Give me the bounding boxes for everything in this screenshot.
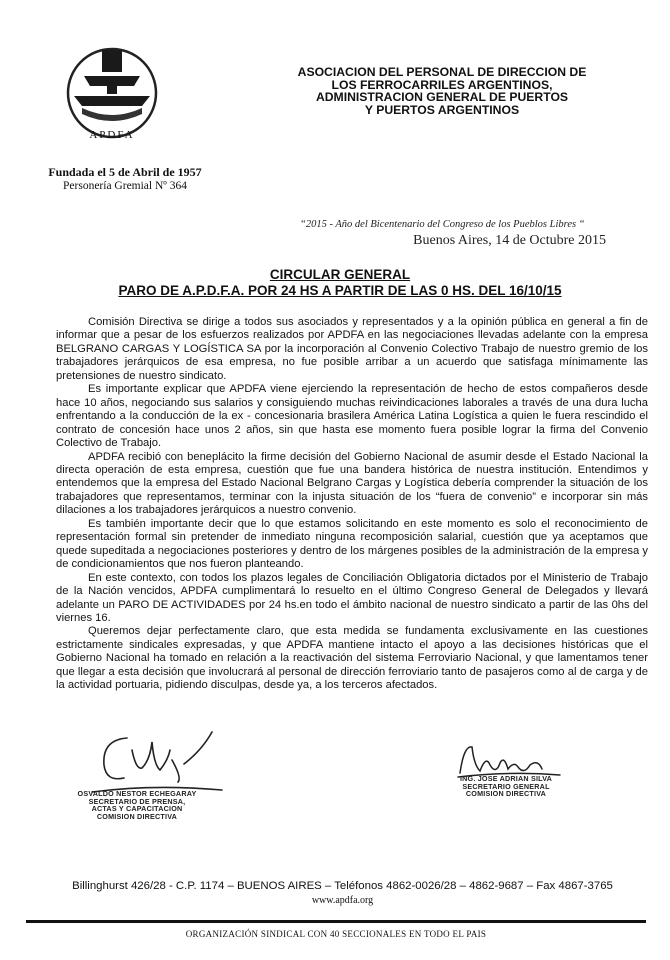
org-name-line: Y PUERTOS ARGENTINOS (364, 102, 520, 117)
body-paragraph: APDFA recibió con beneplácito la firme decisión del Gobierno Nacional de asumir desde el Estado Nacional la directa operación de esta empresa, cuestión que fue una bandera histórica de nuestra institución. Entendimos y entendemos que la empresa del Estado Nacional Belgrano Cargas y Logística debería comprender la situación de los trabajadores que representamos, terminar con la injusta situación de los “fuera de convenio” e incorporar sin más dilaciones a los trabajadores jerárquicos a nuestro convenio. (56, 450, 648, 517)
signature-caption-left (47, 790, 227, 820)
org-name-line: LOS FERROCARRILES ARGENTINOS, (331, 77, 553, 92)
footer-organization-note: ORGANIZACIÓN SINDICAL CON 40 SECCIONALES EN TODO EL PAIS (185, 929, 487, 939)
signer-role: SECRETARIO DE PRENSA, (88, 796, 186, 806)
handwritten-signature-left (32, 720, 262, 800)
body-paragraph: En este contexto, con todos los plazos legales de Conciliación Obligatoria dictados por el Ministerio de Trabajo de la Nación vencidos, APDFA cumplimentará lo resuelto en el último Congreso General de Delegados y llevará adelante un PARO DE ACTIVIDADES por 24 hs.en todo el ámbito nacional de nuestro sindicato a partir de las 0hs del viernes 16. (56, 571, 648, 624)
title-line-1: CIRCULAR GENERAL (269, 267, 411, 282)
signer-name: OSVALDO NESTOR ECHEGARAY (77, 789, 197, 798)
footer-divider (26, 920, 646, 923)
signature-caption-right (436, 775, 576, 798)
logo-text: APDFA (89, 129, 135, 141)
body-paragraph: Comisión Directiva se dirige a todos sus asociados y representados y a la opinión pública en general a fin de informar que a pesar de los esfuerzos realizados por APDFA en las negociaciones llevadas adelante con la empresa BELGRANO CARGAS Y LOGÍSTICA SA por la incorporación al Convenio Colectivo Trabajo de nuestro gremio de los trabajadores jerárquicos de esa empresa, no fue posible arribar a un acuerdo que satisfaga mínimamente las pretensiones de nuestro sindicato. (56, 316, 648, 382)
body-paragraph: Queremos dejar perfectamente claro, que esta medida se fundamenta exclusivamente en las cuestiones estrictamente sindicales expresadas, y que APDFA mantiene intacto el apoyo a las decisiones históricas que el Gobierno Nacional ha tomado en relación a la reactivación del sistema Ferroviario Nacional, y que lamentamos tener que llegar a esta decisión que involucrará al personal de dirección ferroviario tanto de pasajeros como al de carga y de la actividad portuaria, pidiendo disculpas, desde ya, a los terceros afectados. (56, 625, 648, 692)
footer-website[interactable]: www.apdfa.org (311, 895, 374, 906)
signature-block-right (400, 735, 630, 825)
apdfa-logo (62, 38, 162, 148)
org-name-line: ADMINISTRACION GENERAL DE PUERTOS (315, 90, 569, 104)
founding-info (30, 165, 220, 193)
signer-role: COMISION DIRECTIVA (465, 789, 547, 799)
year-motto: “2015 - Año del Bicentenario del Congreso de los Pueblos Libres “ (300, 219, 585, 230)
footer-address: Billinghurst 426/28 - C.P. 1174 – BUENOS AIRES – Teléfonos 4862-0026/28 – 4862-9687 – Fax 4867-3765 (72, 880, 613, 892)
founded-date: Fundada el 5 de Abril de 1957 (48, 165, 202, 179)
circular-body (56, 316, 648, 693)
signature-block-left (32, 720, 262, 830)
signer-name: ING. JOSE ADRIAN SILVA (459, 774, 553, 783)
document-title (60, 267, 620, 299)
body-paragraph: Es también importante decir que lo que estamos solicitando en este momento es solo el reconocimiento de representación formal sin pretender de inmediato ninguna recomposición salarial, cuestión que ya aceptamos que quede supeditada a negociaciones posteriores y dentro de los márgenes posibles de la administración de la empresa y de condicionamientos que nos fueron planteando. (56, 517, 648, 571)
title-line-2: PARO DE A.P.D.F.A. POR 24 HS A PARTIR DE LAS 0 HS. DEL 16/10/15 (118, 283, 562, 298)
organization-name (232, 66, 652, 116)
signer-role: SECRETARIO GENERAL (462, 781, 550, 791)
body-paragraph: Es importante explicar que APDFA viene ejerciendo la representación de hecho de estos compañeros desde hace 10 años, negociando sus salarios y consiguiendo muchas reivindicaciones laborales a través de una dura lucha enfrentando a la conducción de la ex - concesionaria brasilera América Latina Logística a quien le fuera rescindido el contrato de concesión hace unos 2 años, sin que hasta ese momento fuera posible lograr la firma del Convenio Colectivo de Trabajo. (56, 383, 648, 450)
signer-role: ACTAS Y CAPACITACION (91, 804, 183, 814)
personeria-gremial: Personería Gremial Nº 364 (63, 180, 187, 192)
document-date: Buenos Aires, 14 de Octubre 2015 (413, 233, 606, 248)
signer-role: COMISION DIRECTIVA (96, 811, 178, 821)
org-name-line: ASOCIACION DEL PERSONAL DE DIRECCION DE (297, 65, 587, 79)
